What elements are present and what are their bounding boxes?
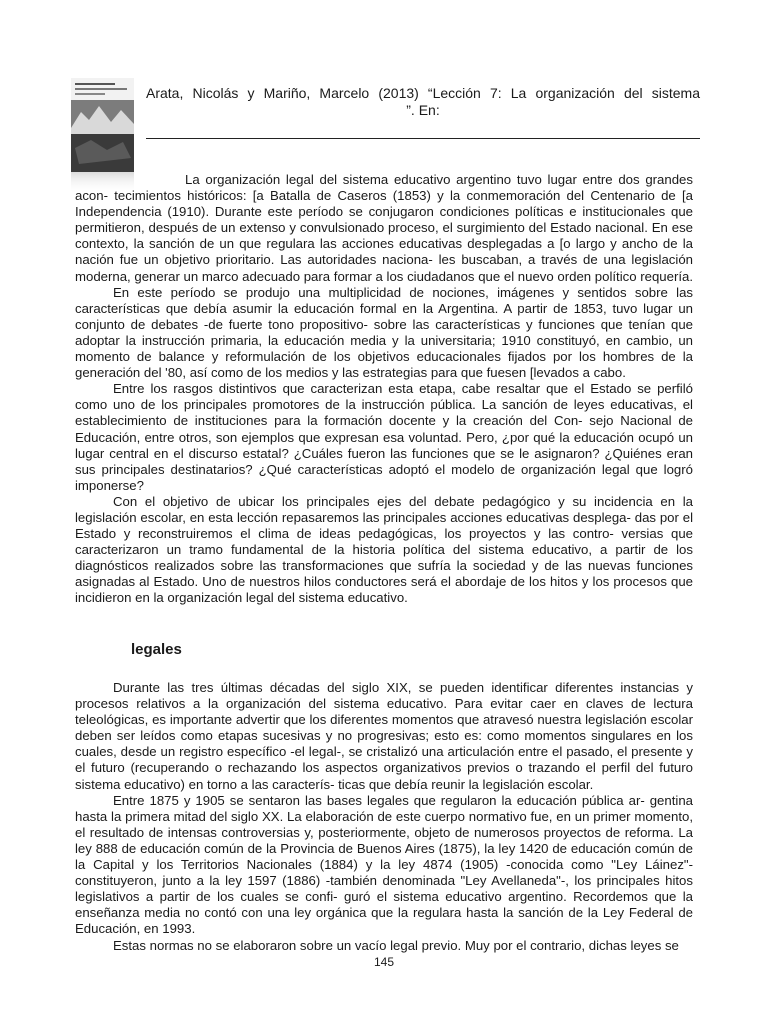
legal-section bbox=[75, 680, 693, 954]
paragraph: Con el objetivo de ubicar los principales ejes del debate pedagógico y su incidencia en la legislación escolar, en esta lección repasaremos las principales acciones educativas desplega- das por el Estado y reconstruiremos el clima de ideas pedagógicas, los proyectos y las contro- versias que caracterizaron un tramo fundamental de la historia política del sistema educativo, a partir de los diagnósticos realizados sobre las transformaciones que sufría la sociedad y de las nuevas funciones asignadas al Estado. Uno de nuestros hilos conductores será el abordaje de los hitos y los procesos que incidieron en la organización legal del sistema educativo. bbox=[75, 493, 693, 606]
paragraph: La organización legal del sistema educativo argentino tuvo lugar entre dos grandes acon- tecimientos históricos: [a Batalla de Caseros (1853) y la conmemoración del Centenario de [a Independencia (1910). Durante este período se conjugaron condiciones políticas e institucionales que permitieron, después de un extenso y convulsionado proceso, el surgimiento del Estado nacional. En ese contexto, la sanción de un que regulara las acciones educativas desplegadas a [o largo y ancho de la nación fue un objetivo prioritario. Las autoridades naciona- les buscaban, a través de una legislación moderna, generar un marco adecuado para formar a los ciudadanos que el nuevo orden político requería. bbox=[75, 172, 694, 284]
intro-section bbox=[75, 172, 693, 607]
paragraph: Entre 1875 y 1905 se sentaron las bases legales que regularon la educación pública ar- gentina hasta la primera mitad del siglo XX. La elaboración de este cuerpo normativo fue, en un primer momento, el resultado de intensas controversias y, posteriormente, objeto de numerosos proyectos de reforma. La ley 888 de educación común de la Provincia de Buenos Aires (1875), la ley 1420 de educación común de la Capital y los Territorios Nacionales (1884) y la ley 4874 (1905) -conocida como "Ley Láinez"- constituyeron, junto a la ley 1597 (1886) -también denominada "Ley Avellaneda"-, los principales hitos legislativos a partir de los cuales se confi- guró el sistema educativo argentino. Recordemos que la enseñanza media no contó con una ley orgánica que la regulara hasta la sanción de la Ley Federal de Educación, en 1993. bbox=[75, 792, 693, 937]
citation-line-2: ”. En: bbox=[406, 102, 440, 118]
paragraph: Estas normas no se elaboraron sobre un vacío legal previo. Muy por el contrario, dichas leyes se bbox=[113, 937, 679, 953]
citation-underline bbox=[146, 138, 700, 139]
citation-line-1: Arata, Nicolás y Mariño, Marcelo (2013) “Lección 7: La organización del sistema bbox=[146, 85, 700, 101]
paragraph: En este período se produjo una multiplicidad de nociones, imágenes y sentidos sobre las características que debía asumir la educación formal en la Argentina. A partir de 1853, tuvo lugar un conjunto de debates -de fuerte tono propositivo- sobre las características y funciones que tenían que adoptar la instrucción primaria, la educación media y la universitaria; 1910 constituyó, en cambio, un momento de balance y reformulación de los objetivos educacionales fijados por los hombres de la generación del '80, así como de los medios y las estrategias para que fuesen [levados a cabo. bbox=[75, 284, 693, 381]
paragraph: Entre los rasgos distintivos que caracterizan esta etapa, cabe resaltar que el Estado se perfiló como uno de los principales promotores de la instrucción pública. La sanción de leyes educativas, el establecimiento de instituciones para la formación docente y la creación del Con- sejo Nacional de Educación, entre otros, son ejemplos que expresan esa voluntad. Pero, ¿por qué la educación ocupó un lugar central en el discurso estatal? ¿Cuáles fueron las funciones que se le asignaron? ¿Quiénes eran sus principales destinatarios? ¿Qué características adoptó el modelo de organización legal que logró imponerse? bbox=[75, 381, 693, 493]
paragraph: Durante las tres últimas décadas del siglo XIX, se pueden identificar diferentes instancias y procesos relativos a la organización del sistema educativo. Para evitar caer en claves de lectura teleológicas, es importante advertir que los diferentes momentos que atravesó nuestra legislación escolar deben ser leídos como etapas sucesivas y no progresivas; esto es: como momentos singulares en los cuales, desde un registro específico -el legal-, se cristalizó una articulación entre el pasado, el presente y el futuro (recuperando o rechazando los aspectos organizativos previos o trazando el perfil del futuro sistema educativo) en torno a las caracterís- ticas que debía reunir la legislación escolar. bbox=[75, 680, 693, 792]
section-heading: legales bbox=[131, 641, 182, 658]
page-number: 145 bbox=[373, 955, 395, 969]
